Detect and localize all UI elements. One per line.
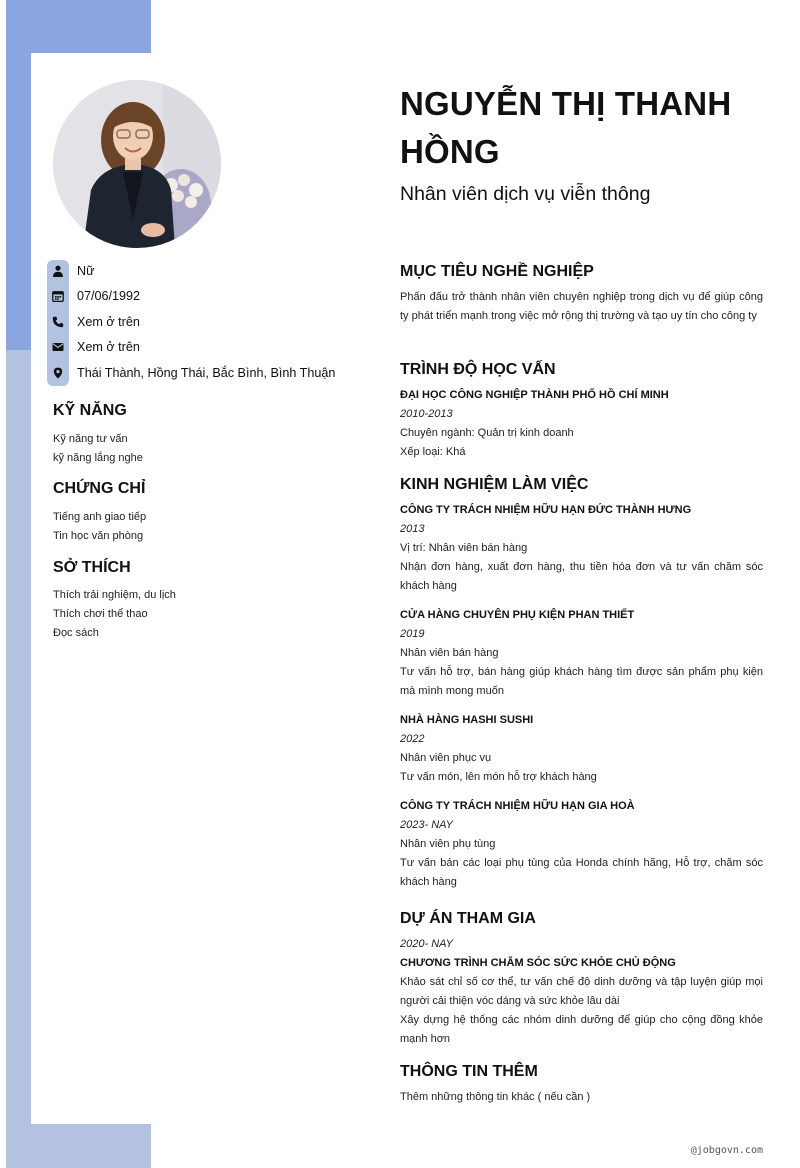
hobbies-section: [53, 558, 353, 643]
skill-item: Kỹ năng tư vấn: [53, 433, 128, 445]
job-period: 2023- NAY: [400, 819, 453, 831]
certificate-item: Tiếng anh giao tiếp: [53, 511, 147, 523]
contact-phone: [47, 309, 377, 335]
contact-list: [47, 258, 377, 386]
school-name: ĐẠI HỌC CÔNG NGHIỆP THÀNH PHỐ HỒ CHÍ MINH: [400, 389, 669, 401]
objective-section: [400, 262, 763, 326]
job-period: 2019: [400, 628, 425, 640]
education-section: [400, 360, 763, 462]
skill-item: kỹ năng lắng nghe: [53, 452, 143, 464]
extra-text: Thêm những thông tin khác ( nếu cần ): [400, 1091, 591, 1103]
contact-gender: [47, 258, 377, 284]
job-position: Vị trí: Nhân viên bán hàng: [400, 542, 528, 554]
experience-title: KINH NGHIỆM LÀM VIỆC: [400, 476, 589, 493]
contact-birthday: [47, 284, 377, 310]
extra-title: THÔNG TIN THÊM: [400, 1063, 538, 1080]
project-period: 2020- NAY: [400, 938, 453, 950]
person-icon: [47, 260, 69, 282]
job-entry: [400, 711, 763, 787]
education-period: 2010-2013: [400, 408, 453, 420]
profile-photo-illustration: [53, 80, 221, 248]
job-description: Tư vấn món, lên món hỗ trợ khách hàng: [400, 771, 597, 783]
hobby-item: Đọc sách: [53, 627, 99, 639]
job-company: CÔNG TY TRÁCH NHIỆM HỮU HẠN ĐỨC THÀNH HƯNG: [400, 504, 692, 516]
mail-icon: [47, 336, 69, 358]
certificates-title: CHỨNG CHỈ: [53, 480, 146, 497]
job-period: 2013: [400, 523, 425, 535]
candidate-name: NGUYỄN THỊ THANH HỒNG: [400, 85, 732, 170]
job-company: CÔNG TY TRÁCH NHIỆM HỮU HẠN GIA HOÀ: [400, 800, 635, 812]
job-position: Nhân viên phục vụ: [400, 752, 492, 764]
job-entry: [400, 501, 763, 596]
job-position: Nhân viên phụ tùng: [400, 838, 496, 850]
location-icon: [47, 362, 69, 384]
job-company: CỬA HÀNG CHUYÊN PHỤ KIỆN PHAN THIẾT: [400, 609, 635, 621]
phone-text: Xem ở trên: [77, 314, 140, 329]
hobby-item: Thích trải nghiệm, du lịch: [53, 589, 176, 601]
job-description: Nhận đơn hàng, xuất đơn hàng, thu tiền hóa đơn và tư vấn chăm sóc khách hàng: [400, 561, 763, 592]
skills-section: [53, 401, 353, 468]
hobbies-title: SỞ THÍCH: [53, 559, 131, 576]
project-item: Xây dựng hệ thống các nhóm dinh dưỡng để giúp cho cộng đồng khỏe mạnh hơn: [400, 1014, 763, 1045]
education-title: TRÌNH ĐỘ HỌC VẤN: [400, 361, 556, 378]
profile-photo: [53, 80, 221, 248]
certificate-item: Tin học văn phòng: [53, 530, 144, 542]
job-description: Tư vấn hỗ trợ, bán hàng giúp khách hàng tìm được sản phẩm phụ kiện mà mình mong muốn: [400, 666, 763, 697]
calendar-icon: [47, 285, 69, 307]
candidate-role: Nhân viên dịch vụ viễn thông: [400, 183, 651, 205]
gender-text: Nữ: [77, 263, 95, 278]
job-company: NHÀ HÀNG HASHI SUSHI: [400, 714, 534, 726]
objective-text: Phấn đấu trở thành nhân viên chuyên nghiệp trong dịch vụ để giúp công ty phát triển mạnh trong việc mở rộng thị trường và tạo uy tín cho công ty: [400, 291, 763, 322]
education-major: Chuyên ngành: Quản trị kinh doanh: [400, 427, 574, 439]
experience-section: [400, 475, 763, 902]
project-item: Khảo sát chỉ số cơ thể, tư vấn chế độ dinh dưỡng và tập luyện giúp mọi người cải thiện vóc dáng và sức khỏe lâu dài: [400, 976, 763, 1007]
education-grade: Xếp loại: Khá: [400, 446, 466, 458]
address-text: Thái Thành, Hồng Thái, Bắc Bình, Bình Thuận: [77, 365, 336, 380]
job-description: Tư vấn bán các loại phụ tùng của Honda chính hãng, Hỗ trợ, chăm sóc khách hàng: [400, 857, 763, 888]
project-name: CHƯƠNG TRÌNH CHĂM SÓC SỨC KHỎE CHỦ ĐỘNG: [400, 957, 676, 969]
watermark: @jobgovn.com: [690, 1145, 763, 1156]
contact-email: [47, 335, 377, 361]
certificates-section: [53, 479, 353, 546]
projects-section: [400, 909, 763, 1049]
birthday-text: 07/06/1992: [77, 289, 141, 304]
objective-title: MỤC TIÊU NGHỀ NGHIỆP: [400, 263, 594, 280]
projects-title: DỰ ÁN THAM GIA: [400, 910, 536, 927]
job-period: 2022: [400, 733, 425, 745]
email-text: Xem ở trên: [77, 340, 140, 355]
skills-title: KỸ NĂNG: [53, 402, 127, 419]
job-entry: [400, 606, 763, 701]
phone-icon: [47, 311, 69, 333]
contact-address: [47, 360, 377, 386]
extra-section: [400, 1062, 763, 1107]
hobby-item: Thích chơi thể thao: [53, 608, 148, 620]
job-position: Nhân viên bán hàng: [400, 647, 499, 659]
job-entry: [400, 797, 763, 892]
